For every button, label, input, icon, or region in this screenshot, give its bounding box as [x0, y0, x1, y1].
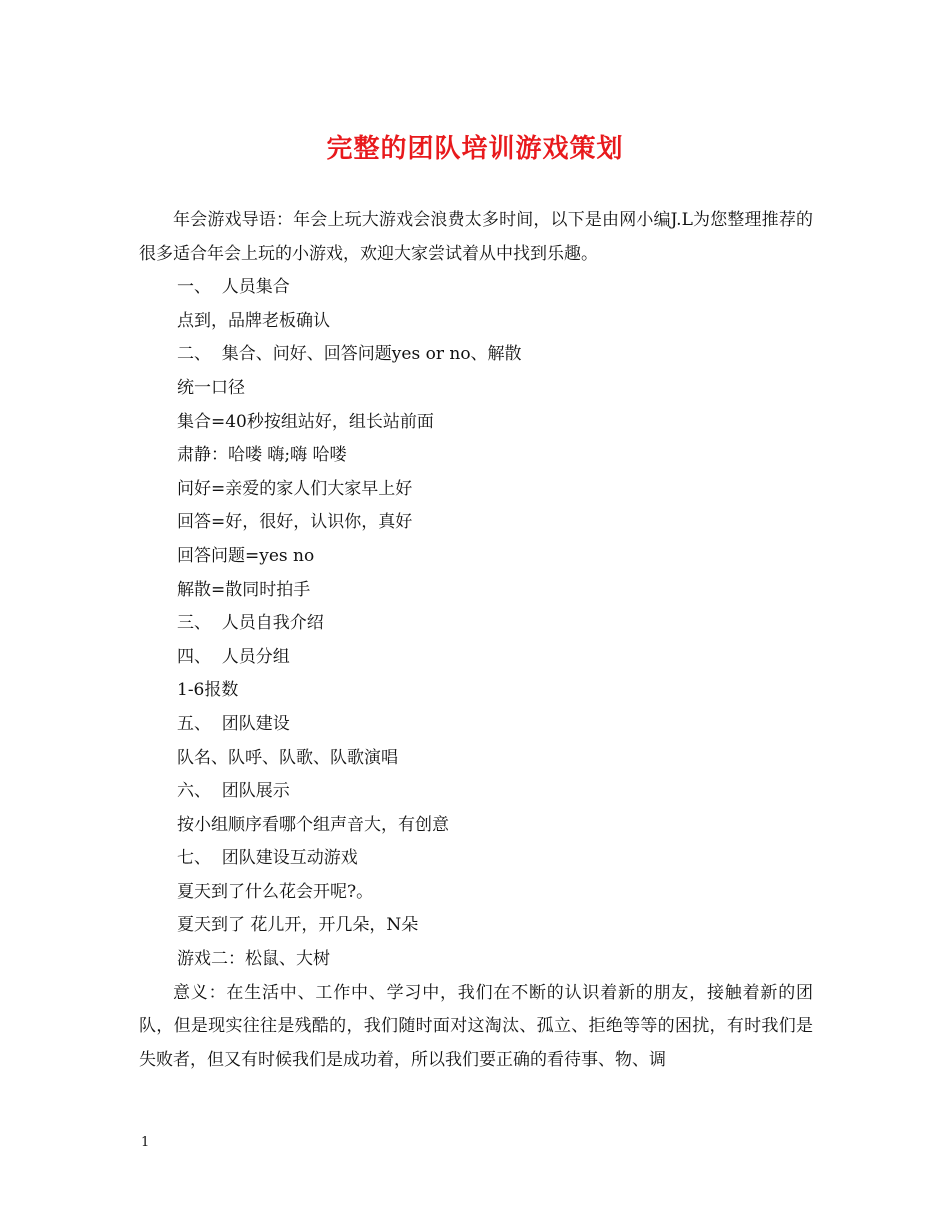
text-line: 队名、队呼、队歌、队歌演唱: [177, 747, 398, 768]
section-heading-4: 四、 人员分组: [177, 646, 290, 667]
text-line: 解散=散同时拍手: [177, 579, 311, 600]
intro-paragraph: 年会游戏导语：年会上玩大游戏会浪费太多时间，以下是由网小编J.L为您整理推荐的很多适合年会上玩的小游戏，欢迎大家尝试着从中找到乐趣。: [139, 210, 813, 264]
text-line: 1-6报数: [177, 680, 239, 701]
closing-paragraph: 意义：在生活中、工作中、学习中，我们在不断的认识着新的朋友，接触着新的团队，但是现实往往是残酷的，我们随时面对这淘汰、孤立、拒绝等等的困扰，有时我们是失败者，但又有时候我们是成功着，所以我们要正确的看待事、物、调: [139, 982, 813, 1070]
text-line: 肃静：哈喽 嗨;嗨 哈喽: [177, 445, 347, 466]
text-line: 夏天到了 花儿开，开几朵，N朵: [177, 915, 419, 936]
text-line: 夏天到了什么花会开呢?。: [177, 881, 374, 902]
section-heading-7: 七、 团队建设互动游戏: [177, 848, 358, 869]
section-heading-1: 一、 人员集合: [177, 277, 290, 298]
section-heading-6: 六、 团队展示: [177, 781, 290, 802]
text-line: 统一口径: [177, 377, 245, 398]
document-title: 完整的团队培训游戏策划: [326, 134, 624, 164]
text-line: 点到，品牌老板确认: [177, 310, 330, 331]
text-line: 回答=好，很好，认识你，真好: [177, 512, 413, 533]
document-body: [139, 204, 813, 1077]
text-line: 按小组顺序看哪个组声音大，有创意: [177, 814, 449, 835]
section-heading-3: 三、 人员自我介绍: [177, 613, 324, 634]
page-number: 1: [141, 1135, 150, 1150]
section-heading-5: 五、 团队建设: [177, 713, 290, 734]
text-line: 游戏二：松鼠、大树: [177, 949, 330, 970]
section-heading-2: 二、 集合、问好、回答问题yes or no、解散: [177, 344, 522, 365]
text-line: 集合=40秒按组站好，组长站前面: [177, 411, 434, 432]
text-line: 问好=亲爱的家人们大家早上好: [177, 478, 413, 499]
text-line: 回答问题=yes no: [177, 545, 315, 566]
